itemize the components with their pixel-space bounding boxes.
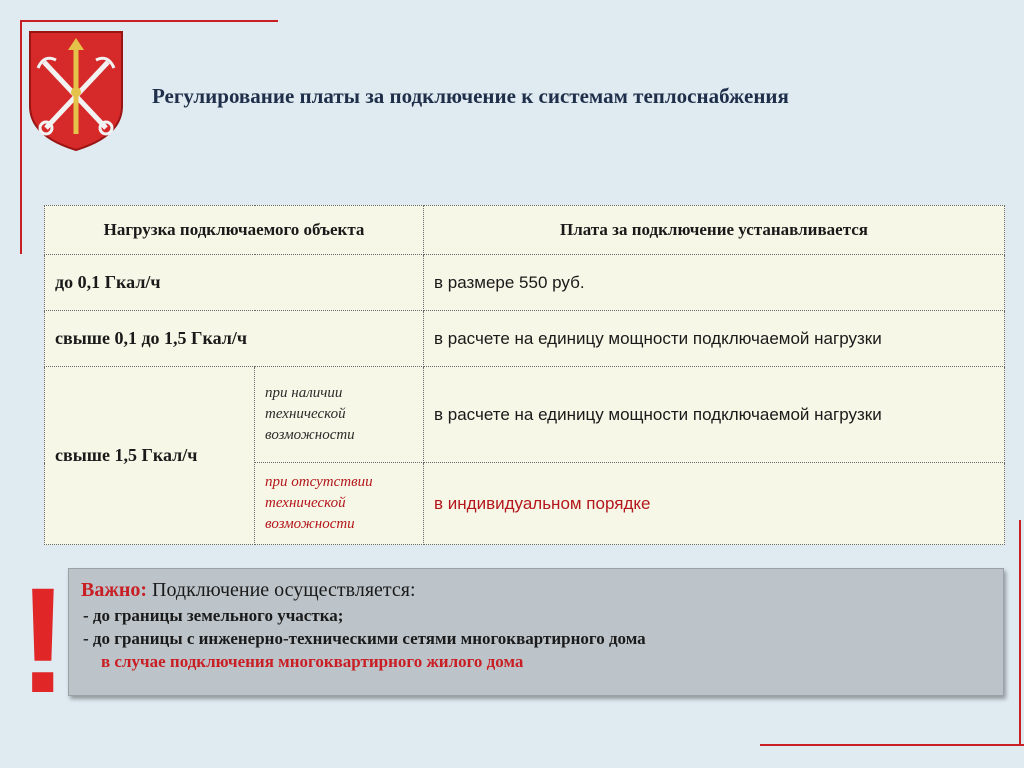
important-label: Важно:	[81, 579, 148, 601]
exclamation-icon	[18, 556, 68, 724]
important-note	[68, 568, 1004, 696]
decor-line-bottom	[760, 744, 1024, 746]
fee-cell: в расчете на единицу мощности подключаемой нагрузки	[424, 367, 1005, 463]
table-row	[45, 311, 1005, 367]
load-cell: свыше 1,5 Гкал/ч	[45, 367, 255, 545]
page-title: Регулирование платы за подключение к системам теплоснабжения	[152, 84, 789, 108]
header-fee: Плата за подключение устанавливается	[424, 206, 1005, 255]
condition-cell: при наличии технической возможности	[255, 367, 424, 463]
note-lead-line	[81, 579, 991, 602]
note-lead: Подключение осуществляется:	[152, 579, 416, 601]
decor-line-right	[1019, 520, 1021, 746]
exclamation-mark: !	[18, 556, 68, 724]
decor-line-left	[20, 20, 22, 254]
fee-cell: в индивидуальном порядке	[424, 463, 1005, 545]
fee-cell: в расчете на единицу мощности подключаемой нагрузки	[424, 311, 1005, 367]
note-item-highlight: в случае подключения многоквартирного жилого дома	[101, 652, 524, 671]
table-row	[45, 367, 1005, 463]
table-header-row	[45, 206, 1005, 255]
condition-cell: при отсутствии технической возможности	[255, 463, 424, 545]
fee-cell: в размере 550 руб.	[424, 255, 1005, 311]
header-load: Нагрузка подключаемого объекта	[45, 206, 424, 255]
table-row	[45, 255, 1005, 311]
note-item: - до границы земельного участка;	[83, 606, 344, 625]
coat-of-arms-icon	[26, 28, 126, 152]
connection-fee-table	[44, 205, 1005, 545]
decor-line-top	[20, 20, 278, 22]
load-cell: до 0,1 Гкал/ч	[45, 255, 424, 311]
note-item: - до границы с инженерно-техническими сетями многоквартирного дома	[83, 629, 646, 648]
load-cell: свыше 0,1 до 1,5 Гкал/ч	[45, 311, 424, 367]
